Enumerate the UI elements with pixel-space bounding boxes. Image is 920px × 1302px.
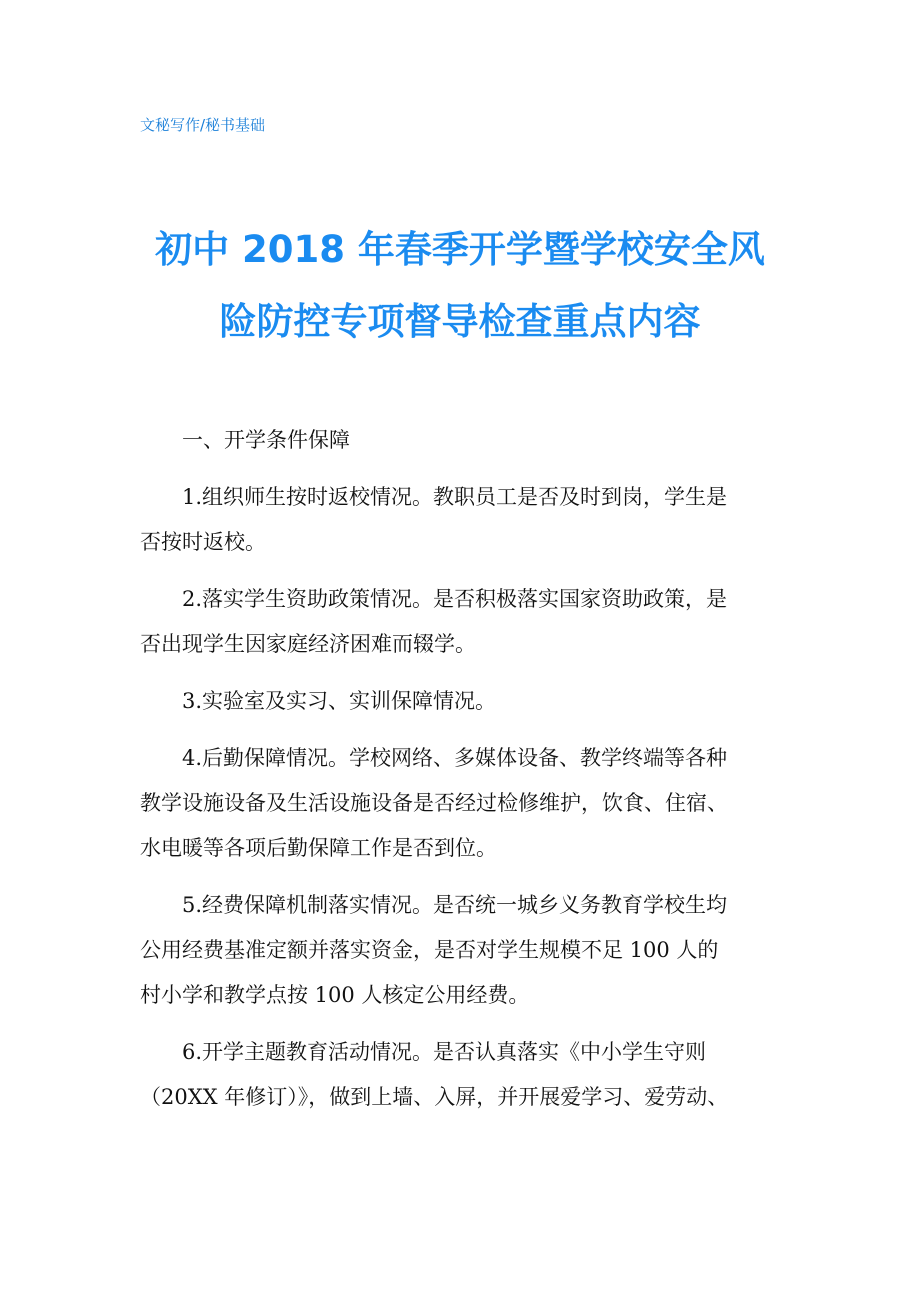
paragraph-line: 5.经费保障机制落实情况。是否统一城乡义务教育学校生均 — [182, 893, 728, 917]
paragraph-line: 公用经费基准定额并落实资金，是否对学生规模不足 100 人的 — [140, 938, 719, 962]
paragraph-line: 4.后勤保障情况。学校网络、多媒体设备、教学终端等各种 — [182, 746, 728, 770]
paragraph-line: 村小学和教学点按 100 人核定公用经费。 — [140, 983, 530, 1007]
paragraph-line: 6.开学主题教育活动情况。是否认真落实《中小学生守则 — [182, 1040, 707, 1064]
paragraph — [140, 475, 790, 565]
paragraph-line: 水电暖等各项后勤保障工作是否到位。 — [140, 836, 497, 860]
paragraph-line: 2.落实学生资助政策情况。是否积极落实国家资助政策，是 — [182, 587, 728, 611]
category-label: 文秘写作/秘书基础 — [140, 116, 266, 134]
document-body — [140, 418, 790, 1132]
title-line: 险防控专项督导检查重点内容 — [219, 300, 701, 343]
paragraph — [140, 577, 790, 667]
section-heading — [140, 418, 790, 463]
paragraph — [140, 679, 790, 724]
paragraph — [140, 883, 790, 1018]
paragraph — [140, 736, 790, 871]
paragraph-line: 1.组织师生按时返校情况。教职员工是否及时到岗，学生是 — [182, 485, 728, 509]
paragraph-line: （20XX 年修订）》，做到上墙、入屏，并开展爱学习、爱劳动、 — [140, 1085, 729, 1109]
paragraph-line: 否出现学生因家庭经济困难而辍学。 — [140, 632, 476, 656]
document-title — [120, 214, 800, 358]
paragraph-line: 3.实验室及实习、实训保障情况。 — [182, 689, 497, 713]
title-line: 初中 2018 年春季开学暨学校安全风 — [155, 228, 765, 271]
paragraph-line: 一、开学条件保障 — [182, 428, 350, 452]
paragraph — [140, 1030, 790, 1120]
paragraph-line: 教学设施设备及生活设施设备是否经过检修维护，饮食、住宿、 — [140, 791, 728, 815]
paragraph-line: 否按时返校。 — [140, 530, 266, 554]
